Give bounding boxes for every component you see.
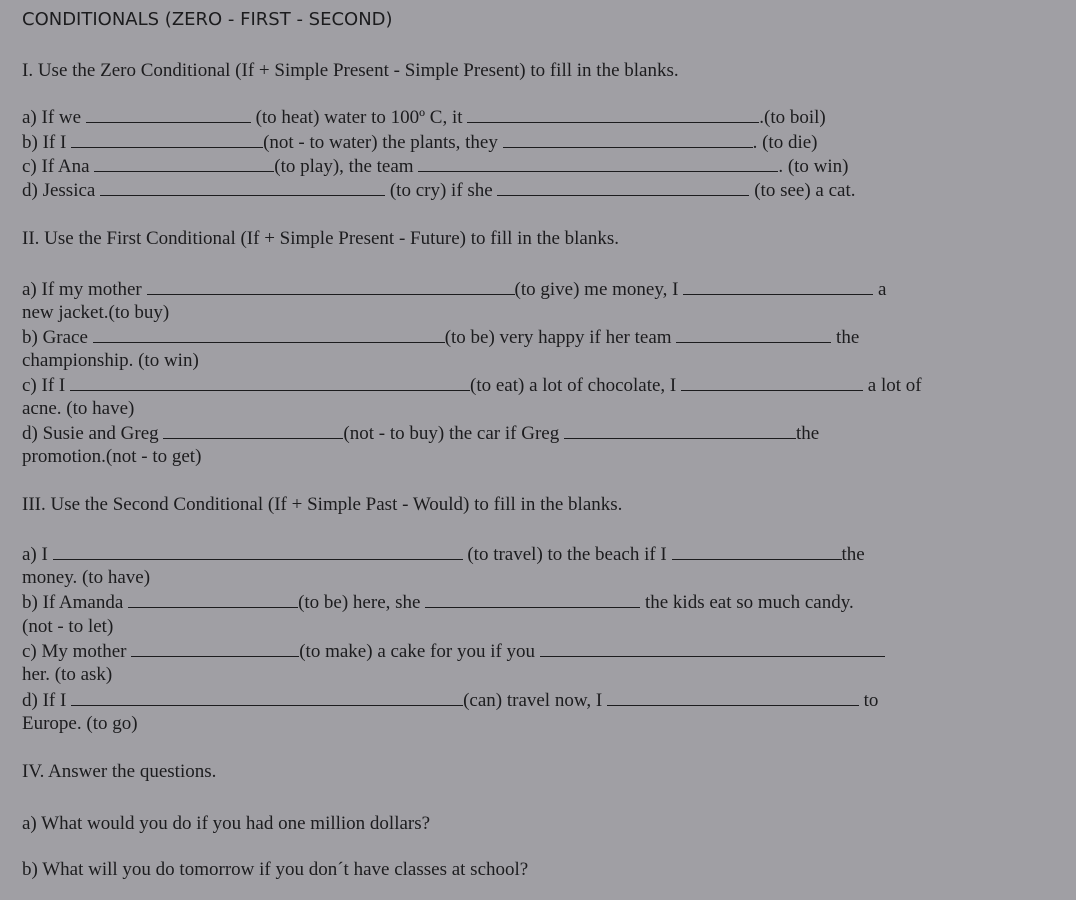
exercise-3c-cont: her. (to ask) — [22, 664, 113, 685]
exercise-2d: d) Susie and Greg (not - to buy) the car if Greg the — [22, 423, 820, 444]
exercise-3d: d) If I (can) travel now, I to — [22, 690, 879, 711]
exercise-2a-cont: new jacket.(to buy) — [22, 302, 170, 323]
exercise-3c: c) My mother (to make) a cake for you if you — [22, 640, 885, 663]
blank[interactable] — [71, 689, 463, 706]
section-2-heading: II. Use the First Conditional (If + Simple Present - Future) to fill in the blanks. — [22, 228, 619, 249]
blank[interactable] — [147, 278, 515, 295]
blank[interactable] — [540, 640, 885, 657]
exercise-3a: a) I (to travel) to the beach if I the — [22, 544, 865, 565]
blank[interactable] — [418, 155, 778, 172]
blank[interactable] — [497, 179, 749, 196]
blank[interactable] — [100, 179, 385, 196]
exercise-2c-cont: acne. (to have) — [22, 398, 135, 419]
blank[interactable] — [607, 689, 859, 706]
section-1-heading: I. Use the Zero Conditional (If + Simple Present - Simple Present) to fill in the blanks. — [22, 60, 679, 81]
blank[interactable] — [93, 326, 445, 343]
blank[interactable] — [163, 422, 343, 439]
exercise-1c: c) If Ana (to play), the team . (to win) — [22, 156, 849, 177]
exercise-1a: a) If we (to heat) water to 100º C, it .(to boil) — [22, 107, 826, 128]
blank[interactable] — [70, 374, 470, 391]
section-4-heading: IV. Answer the questions. — [22, 761, 217, 782]
section-3-heading: III. Use the Second Conditional (If + Simple Past - Would) to fill in the blanks. — [22, 494, 623, 515]
exercise-1d: d) Jessica (to cry) if she (to see) a cat. — [22, 180, 856, 201]
blank[interactable] — [681, 374, 863, 391]
question-4a: a) What would you do if you had one million dollars? — [22, 813, 431, 834]
exercise-2b-cont: championship. (to win) — [22, 350, 199, 371]
question-4b: b) What will you do tomorrow if you don´t have classes at school? — [22, 859, 529, 880]
blank[interactable] — [683, 278, 873, 295]
exercise-3b-cont: (not - to let) — [22, 616, 114, 637]
exercise-3d-cont: Europe. (to go) — [22, 713, 138, 734]
exercise-2d-cont: promotion.(not - to get) — [22, 446, 202, 467]
blank[interactable] — [94, 155, 274, 172]
blank[interactable] — [564, 422, 796, 439]
exercise-2c: c) If I (to eat) a lot of chocolate, I a lot of — [22, 375, 922, 396]
exercise-1b: b) If I (not - to water) the plants, they . (to die) — [22, 132, 818, 153]
blank[interactable] — [425, 591, 640, 608]
page-title: CONDITIONALS (ZERO - FIRST - SECOND) — [22, 9, 393, 30]
blank[interactable] — [503, 131, 753, 148]
exercise-3b: b) If Amanda (to be) here, she the kids eat so much candy. — [22, 592, 854, 613]
blank[interactable] — [131, 640, 299, 657]
blank[interactable] — [672, 543, 842, 560]
blank[interactable] — [128, 591, 298, 608]
blank[interactable] — [676, 326, 831, 343]
exercise-2b: b) Grace (to be) very happy if her team the — [22, 327, 860, 348]
exercise-3a-cont: money. (to have) — [22, 567, 151, 588]
blank[interactable] — [71, 131, 263, 148]
exercise-2a: a) If my mother (to give) me money, I a — [22, 279, 887, 300]
blank[interactable] — [53, 543, 463, 560]
blank[interactable] — [467, 106, 759, 123]
blank[interactable] — [86, 106, 251, 123]
